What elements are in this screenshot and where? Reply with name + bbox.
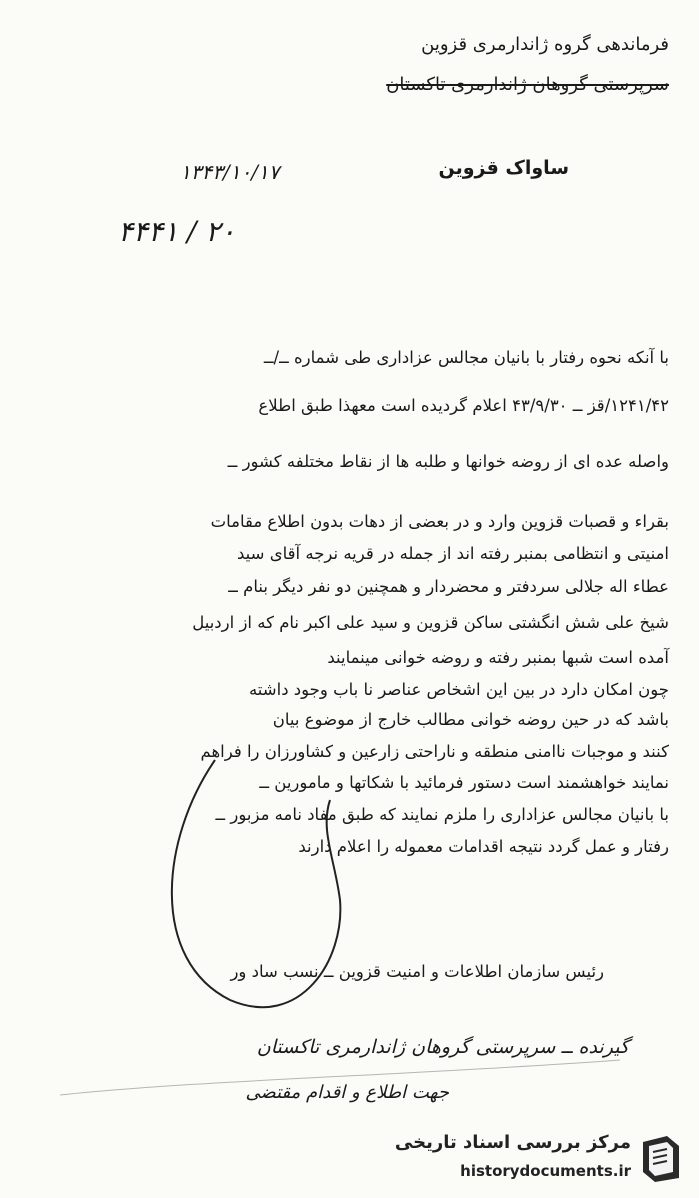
archive-logo-icon bbox=[637, 1132, 685, 1184]
addressee: ساواک قزوین bbox=[438, 157, 569, 179]
archive-watermark bbox=[394, 1128, 689, 1190]
signature-line: رئیس سازمان اطلاعات و امنیت قزوین ــ نسب ساد ور bbox=[230, 962, 604, 981]
body-line: چون امکان دارد در بین این اشخاص عناصر نا باب وجود داشته bbox=[248, 680, 669, 699]
body-line: با بانیان مجالس عزاداری را ملزم نمایند که طبق مفاد نامه مزبور ــ bbox=[215, 805, 669, 824]
watermark-title: مرکز بررسی اسناد تاریخی bbox=[394, 1132, 631, 1153]
body-line: شیخ علی شش انگشتی ساکن قزوین و سید علی اکبر نام که از اردبیل bbox=[192, 613, 669, 632]
header-line-1: فرماندهی گروه ژاندارمری قزوین bbox=[421, 34, 669, 55]
header-line-2-struck: سرپرستی گروهان ژاندارمری تاکستان bbox=[386, 74, 669, 95]
body-line: امنیتی و انتظامی بمنبر رفته اند از جمله در قریه نرجه آقای سید bbox=[236, 544, 669, 563]
cc-line-2: جهت اطلاع و اقدام مقتضی bbox=[245, 1082, 449, 1103]
body-line: رفتار و عمل گردد نتیجه اقدامات معموله را اعلام دارند bbox=[298, 837, 669, 856]
body-line: عطاء اله جلالی سردفتر و محضردار و همچنین دو نفر دیگر بنام ــ bbox=[228, 577, 669, 596]
cc-line-1: گیرنده ــ سرپرستی گروهان ژاندارمری تاکستان bbox=[256, 1036, 629, 1058]
body-line: ۱۲۴۱/۴۲/قز ــ ۴۳/۹/۳۰ اعلام گردیده است معهذا طبق اطلاع bbox=[258, 396, 669, 415]
body-line: واصله عده ای از روضه خوانها و طلبه ها از نقاط مختلفه کشور ــ bbox=[227, 452, 669, 471]
body-line: با آنکه نحوه رفتار با بانیان مجالس عزاداری طی شماره ــ/ــ bbox=[263, 348, 669, 367]
watermark-url: historydocuments.ir bbox=[460, 1162, 631, 1180]
body-line: آمده است شبها بمنبر رفته و روضه خوانی مینمایند bbox=[327, 648, 669, 667]
body-line: کنند و موجبات ناامنی منطقه و ناراحتی زارعین و کشاورزان را فراهم bbox=[200, 742, 669, 761]
body-line: بقراء و قصبات قزوین وارد و در بعضی از دهات بدون اطلاع مقامات bbox=[210, 512, 669, 531]
date: ۱۳۴۳/۱۰/۱۷ bbox=[180, 160, 280, 184]
body-line: نمایند خواهشمند است دستور فرمائید با شکاتها و مامورین ــ bbox=[259, 773, 669, 792]
body-line: باشد که در حین روضه خوانی مطالب خارج از موضوع بیان bbox=[272, 710, 669, 729]
reference-number: ۴۴۴۱ / ۲۰ bbox=[118, 215, 236, 248]
